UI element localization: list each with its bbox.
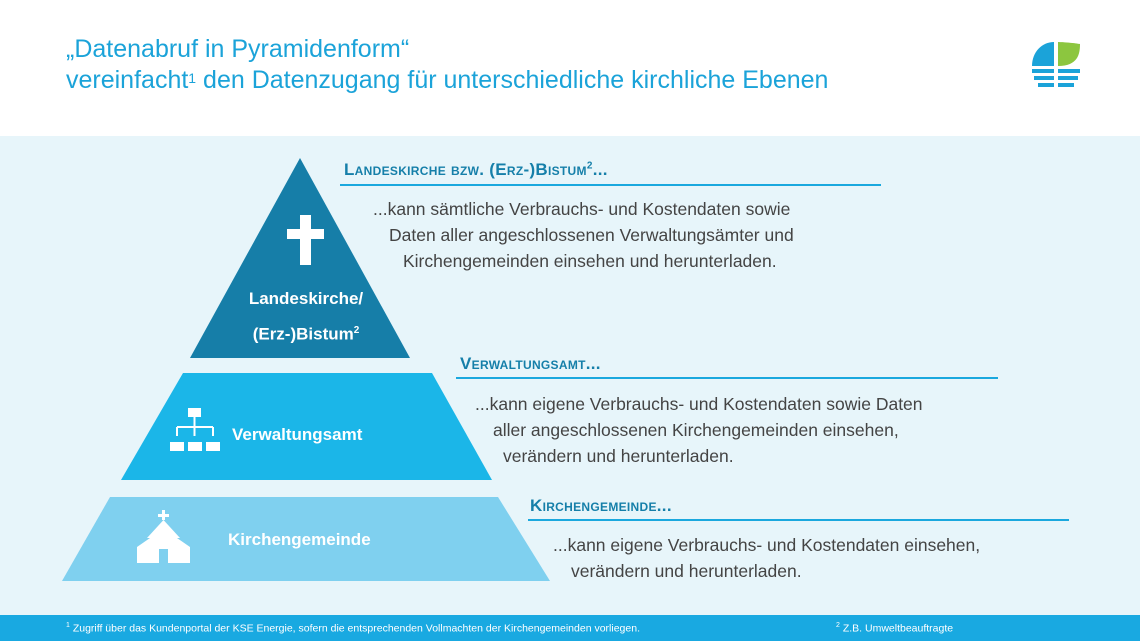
level-heading-middle: Verwaltungsamt... (460, 354, 601, 373)
pyramid-top-label-line2 (206, 315, 406, 351)
footer (0, 615, 1140, 641)
footnote-1 (66, 622, 640, 635)
desc-line: verändern und herunterladen. (571, 561, 802, 581)
divider (340, 184, 881, 186)
divider (456, 377, 998, 379)
desc-line: ...kann eigene Verbrauchs- und Kostendaten einsehen, (553, 535, 981, 555)
pyramid-top-label-text: (Erz-)Bistum (252, 324, 354, 344)
header (0, 0, 1140, 136)
level-heading-bottom: Kirchengemeinde... (530, 496, 672, 515)
divider (528, 519, 1069, 521)
desc-line: Daten aller angeschlossenen Verwaltungsämter und (389, 225, 794, 245)
title-text-a: vereinfacht (66, 66, 189, 94)
footnote-ref-1: 1 (188, 70, 197, 86)
footnote-2-mark: 2 (836, 622, 840, 629)
desc-line: verändern und herunterladen. (503, 446, 734, 466)
desc-line: ...kann sämtliche Verbrauchs- und Kostendaten sowie (373, 199, 791, 219)
level-heading-top-text: Landeskirche bzw. (Erz-)Bistum (344, 160, 587, 179)
pyramid-top-label-line1: Landeskirche/ (248, 289, 364, 308)
level-desc-bottom (553, 532, 980, 584)
page-title (66, 34, 828, 96)
desc-line: aller angeschlossenen Kirchengemeinden einsehen, (493, 420, 899, 440)
title-text-b: den Datenzugang für unterschiedliche kirchliche Ebenen (196, 66, 829, 94)
desc-line: Kirchengemeinden einsehen und herunterladen. (403, 251, 777, 271)
pyramid-bottom-label: Kirchengemeinde (228, 530, 371, 549)
level-heading-top (344, 160, 608, 180)
desc-line: ...kann eigene Verbrauchs- und Kostendaten sowie Daten (475, 394, 923, 414)
title-line-2 (66, 65, 828, 96)
footnote-ref-2b: 2 (586, 160, 593, 172)
pyramid-top-label (206, 283, 406, 351)
footnote-1-text: Zugriff über das Kundenportal der KSE Energie, sofern die entsprechenden Vollmachten der Kirchengemeinden vorliegen. (69, 622, 640, 635)
level-desc-middle (475, 391, 923, 469)
footnote-2-text: Z.B. Umweltbeauftragte (839, 622, 954, 635)
footnote-2 (836, 622, 953, 635)
logo-icon (1030, 40, 1082, 92)
level-heading-top-suffix: ... (592, 160, 608, 179)
title-line-1: „Datenabruf in Pyramidenform“ (66, 35, 410, 63)
pyramid-middle-label: Verwaltungsamt (232, 425, 363, 444)
level-desc-top (373, 196, 794, 274)
footnote-1-mark: 1 (66, 622, 70, 629)
footnote-ref-2: 2 (353, 325, 360, 336)
